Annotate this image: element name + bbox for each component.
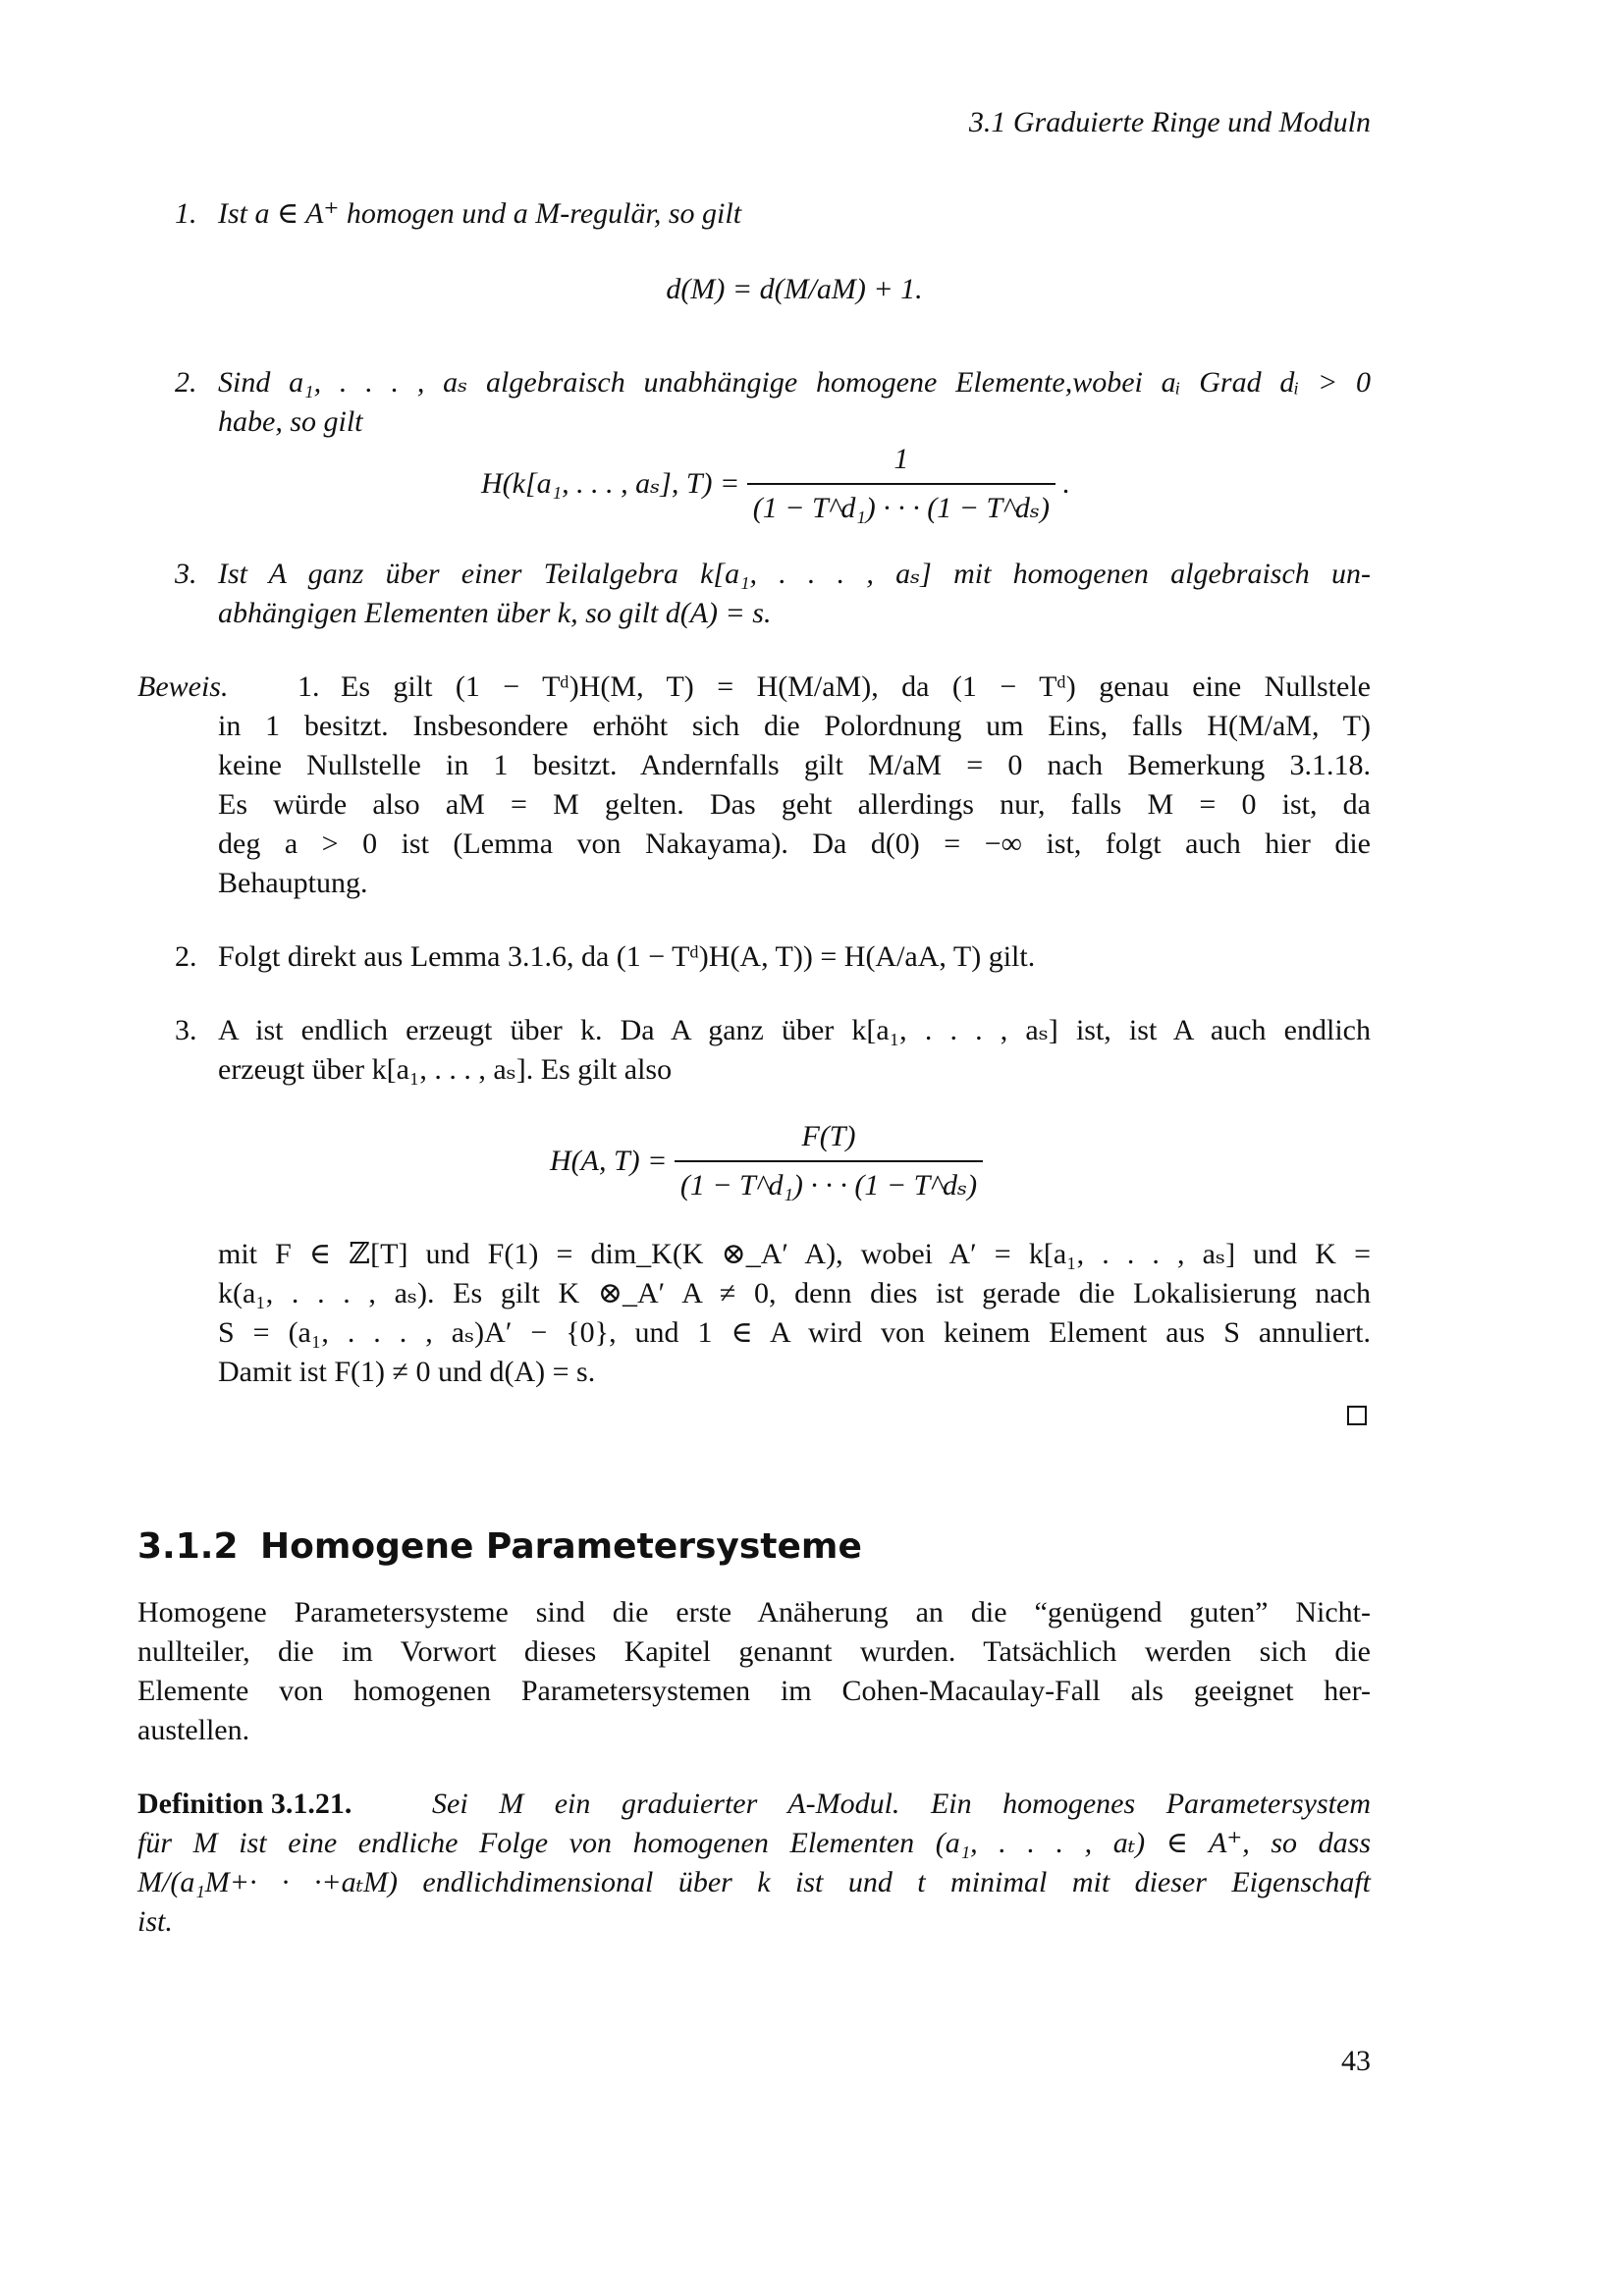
proof-line: Folgt direkt aus Lemma 3.1.6, da (1 − Tᵈ)H(A, T)) = H(A/aA, T) gilt. bbox=[218, 940, 1036, 973]
proof-item-number: 2. bbox=[175, 940, 197, 973]
theorem-item-number: 1. bbox=[175, 197, 197, 230]
formula-lhs: H(A, T) = bbox=[550, 1145, 668, 1177]
paragraph-line: Elemente von homogenen Parametersystemen im Cohen-Macaulay-Fall als geeignet her- bbox=[137, 1675, 1371, 1707]
paragraph-line: austellen. bbox=[137, 1714, 250, 1746]
display-formula: d(M) = d(M/aM) + 1. bbox=[666, 273, 923, 305]
theorem-item-text: Ist a ∈ A⁺ homogen und a M-regulär, so gilt bbox=[218, 197, 742, 230]
qed-square bbox=[1347, 1406, 1367, 1425]
section-heading bbox=[137, 1526, 862, 1567]
proof-line: Es würde also aM = M gelten. Das geht allerdings nur, falls M = 0 ist, da bbox=[218, 788, 1371, 821]
proof-line: S = (a₁, . . . , aₛ)A′ − {0}, und 1 ∈ A wird von keinem Element aus S annuliert. bbox=[218, 1316, 1371, 1349]
theorem-item-line: abhängigen Elementen über k, so gilt d(A) = s. bbox=[218, 597, 772, 629]
theorem-item-number: 2. bbox=[175, 366, 197, 399]
fraction-denominator: (1 − T^d₁) · · · (1 − T^dₛ) bbox=[747, 483, 1056, 528]
fraction bbox=[675, 1117, 983, 1205]
proof-line: k(a₁, . . . , aₛ). Es gilt K ⊗_A′ A ≠ 0, denn dies ist gerade die Lokalisierung nach bbox=[218, 1277, 1371, 1309]
section-title: Homogene Parametersysteme bbox=[260, 1526, 862, 1567]
page-number: 43 bbox=[1341, 2045, 1371, 2077]
fraction bbox=[747, 440, 1056, 528]
definition-line: M/(a₁M+· · ·+aₜM) endlichdimensional über k ist und t minimal mit dieser Eigenschaft bbox=[137, 1866, 1371, 1898]
proof-line: Damit ist F(1) ≠ 0 und d(A) = s. bbox=[218, 1356, 596, 1388]
running-header: 3.1 Graduierte Ringe und Moduln bbox=[968, 106, 1371, 138]
display-formula-hilbert-series bbox=[481, 440, 1070, 528]
theorem-item-line: Sind a₁, . . . , aₛ algebraisch unabhängige homogene Elemente,wobei aᵢ Grad dᵢ > 0 bbox=[218, 366, 1371, 399]
proof-line: in 1 besitzt. Insbesondere erhöht sich die Polordnung um Eins, falls H(M/aM, T) bbox=[218, 710, 1371, 742]
formula-lhs: H(k[a₁, . . . , aₛ], T) = bbox=[481, 467, 740, 500]
section-number: 3.1.2 bbox=[137, 1526, 239, 1567]
proof-label: Beweis. bbox=[137, 670, 229, 703]
paragraph-line: Homogene Parametersysteme sind die erste Anäherung an die “genügend guten” Nicht- bbox=[137, 1596, 1371, 1629]
theorem-item-line: habe, so gilt bbox=[218, 405, 363, 438]
display-formula-hilbert-series-A bbox=[550, 1117, 983, 1205]
proof-line: keine Nullstelle in 1 besitzt. Andernfalls gilt M/aM = 0 nach Bemerkung 3.1.18. bbox=[218, 749, 1371, 781]
proof-line: Behauptung. bbox=[218, 867, 368, 899]
definition-line: ist. bbox=[137, 1905, 173, 1938]
proof-line: Es gilt (1 − Tᵈ)H(M, T) = H(M/aM), da (1 − Tᵈ) genau eine Nullstele bbox=[341, 670, 1371, 703]
proof-item-number: 1. bbox=[298, 670, 320, 703]
theorem-item-line: Ist A ganz über einer Teilalgebra k[a₁, . . . , aₛ] mit homogenen algebraisch un- bbox=[218, 558, 1371, 590]
formula-period: . bbox=[1062, 467, 1070, 500]
definition-line: Sei M ein graduierter A-Modul. Ein homogenes Parametersystem bbox=[432, 1788, 1371, 1820]
proof-line: erzeugt über k[a₁, . . . , aₛ]. Es gilt also bbox=[218, 1053, 673, 1086]
definition-label: Definition 3.1.21. bbox=[137, 1788, 352, 1820]
proof-line: deg a > 0 ist (Lemma von Nakayama). Da d(0) = −∞ ist, folgt auch hier die bbox=[218, 828, 1371, 860]
fraction-numerator: F(T) bbox=[801, 1120, 856, 1152]
proof-line: mit F ∈ ℤ[T] und F(1) = dim_K(K ⊗_A′ A), wobei A′ = k[a₁, . . . , aₛ] und K = bbox=[218, 1238, 1371, 1270]
proof-line: A ist endlich erzeugt über k. Da A ganz über k[a₁, . . . , aₛ] ist, ist A auch endlich bbox=[218, 1014, 1371, 1046]
fraction-numerator: 1 bbox=[893, 443, 909, 475]
fraction-denominator: (1 − T^d₁) · · · (1 − T^dₛ) bbox=[675, 1160, 983, 1205]
proof-item-number: 3. bbox=[175, 1014, 197, 1046]
paragraph-line: nullteiler, die im Vorwort dieses Kapitel genannt wurden. Tatsächlich werden sich die bbox=[137, 1635, 1371, 1668]
theorem-item-number: 3. bbox=[175, 558, 197, 590]
definition-line: für M ist eine endliche Folge von homogenen Elementen (a₁, . . . , aₜ) ∈ A⁺, so dass bbox=[137, 1827, 1371, 1859]
